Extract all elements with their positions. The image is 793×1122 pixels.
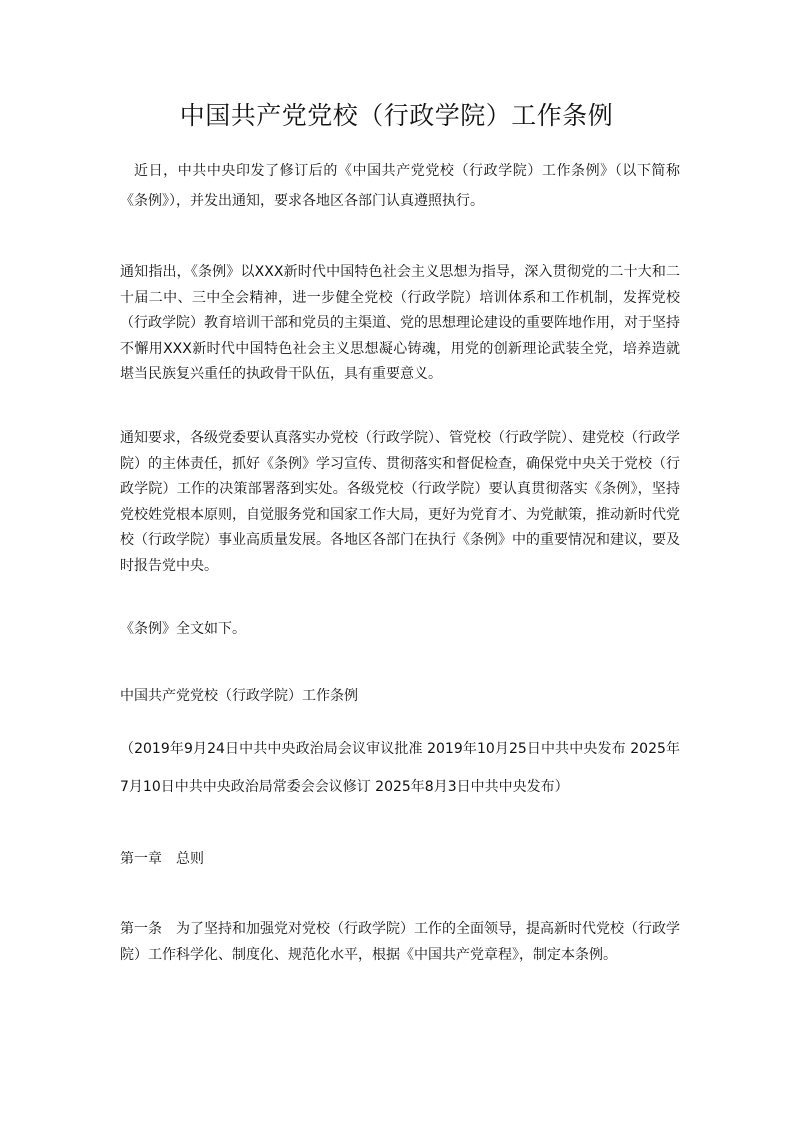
regulation-title: 中国共产党党校（行政学院）工作条例 [120, 688, 358, 704]
article-number: 第一条 [120, 921, 162, 937]
revision-history: （2019年9月24日中共中央政治局会议审议批准 2019年10月25日中共中央发布 2025年7月10日中共中央政治局常委会会议修订 2025年8月3日中共中央发布） [120, 741, 680, 795]
document-title: 中国共产党党校（行政学院）工作条例 [179, 101, 614, 130]
intro-paragraph: 近日，中共中央印发了修订后的《中国共产党党校（行政学院）工作条例》（以下简称《条例》），并发出通知，要求各地区各部门认真遵照执行。 [120, 163, 680, 209]
article-text: 为了坚持和加强党对党校（行政学院）工作的全面领导，提高新时代党校（行政学院）工作科学化、制度化、规范化水平，根据《中国共产党章程》，制定本条例。 [120, 921, 680, 963]
chapter-heading [120, 847, 680, 872]
full-text-intro: 《条例》全文如下。 [120, 621, 246, 637]
notice-paragraph-1: 通知指出，《条例》以XXX新时代中国特色社会主义思想为指导，深入贯彻党的二十大和二十届二中、三中全会精神，进一步健全党校（行政学院）培训体系和工作机制，发挥党校（行政学院）教育培训干部和党员的主渠道、党的思想理论建设的重要阵地作用，对于坚持不懈用XXX新时代中国特色社会主义思想凝心铸魂，用党的创新理论武装全党，培养造就堪当民族复兴重任的执政骨干队伍，具有重要意义。 [120, 264, 680, 382]
chapter-title: 总则 [176, 851, 204, 867]
article-1 [120, 916, 680, 968]
chapter-number: 第一章 [120, 851, 162, 867]
notice-paragraph-2: 通知要求，各级党委要认真落实办党校（行政学院）、管党校（行政学院）、建党校（行政学院）的主体责任，抓好《条例》学习宣传、贯彻落实和督促检查，确保党中央关于党校（行政学院）工作的决策部署落到实处。各级党校（行政学院）要认真贯彻落实《条例》，坚持党校姓党根本原则，自觉服务党和国家工作大局，更好为党育才、为党献策，推动新时代党校（行政学院）事业高质量发展。各地区各部门在执行《条例》中的重要情况和建议，要及时报告党中央。 [120, 430, 680, 574]
